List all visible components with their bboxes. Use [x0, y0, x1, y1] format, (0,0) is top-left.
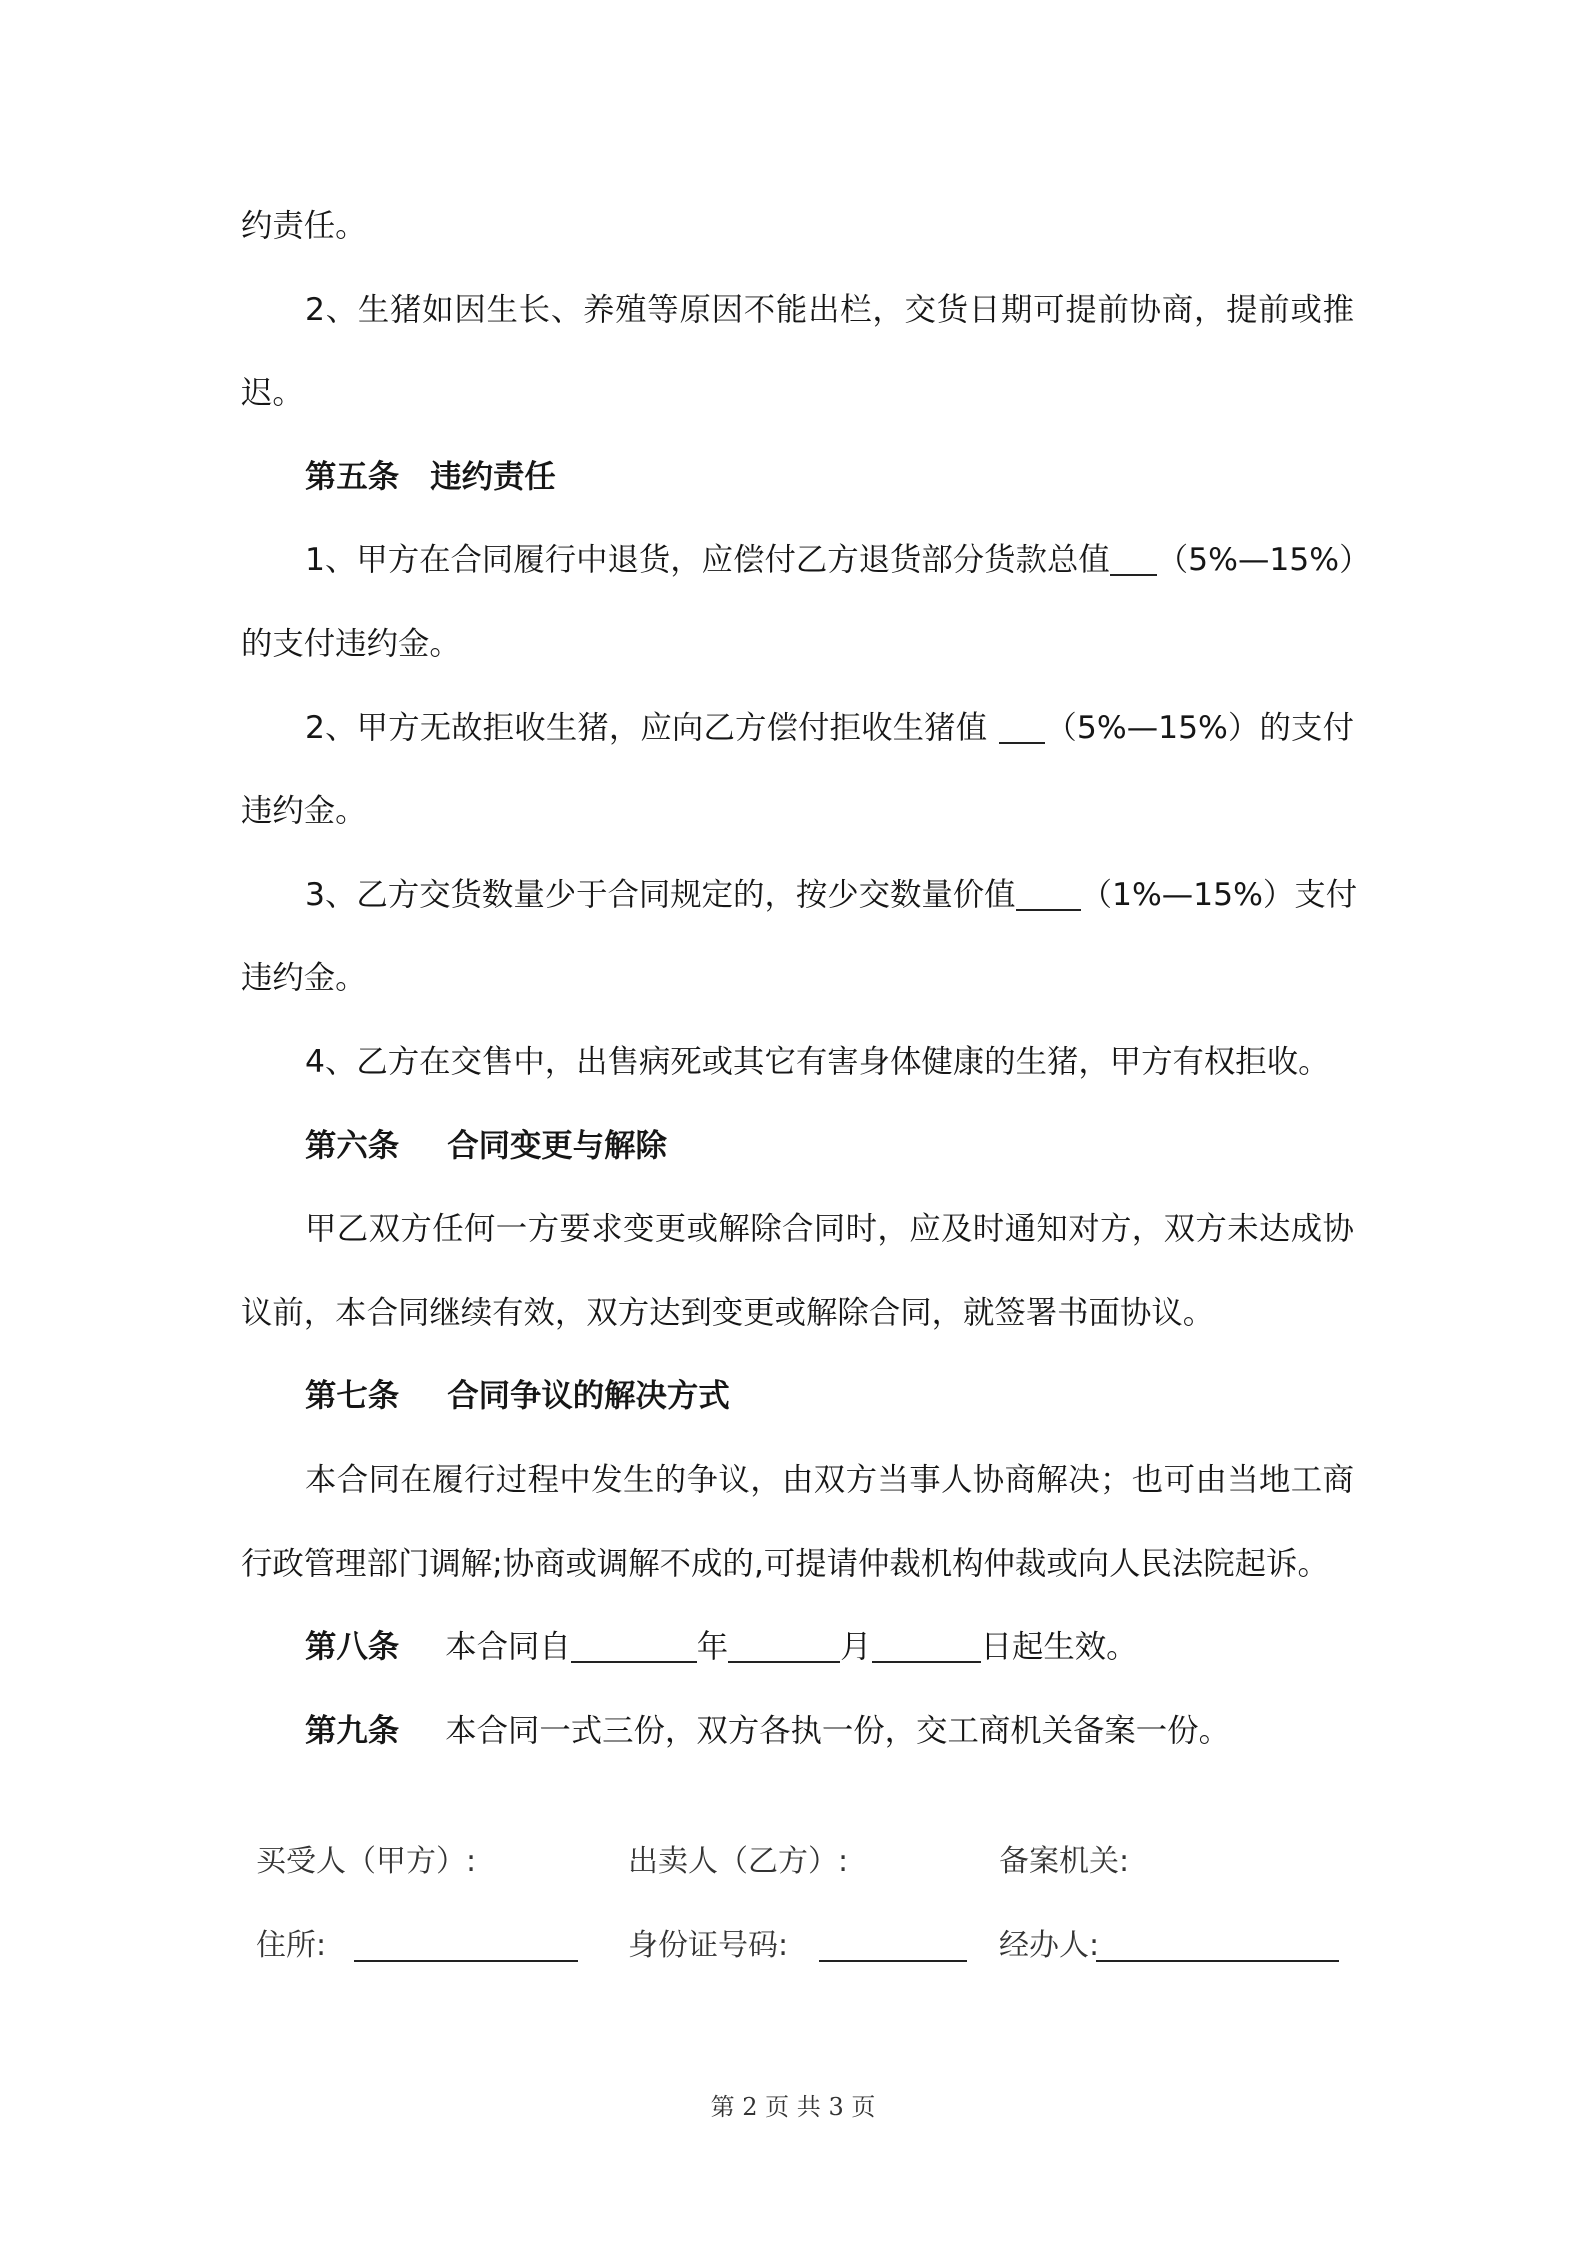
paragraph-text: 本合同一式三份，双方各执一份，交工商机关备案一份。: [445, 1712, 1230, 1749]
handler-label: 经办人:: [999, 1928, 1100, 1963]
article-title: 合同争议的解决方式: [447, 1378, 730, 1415]
buyer-label: 买受人（甲方）:: [256, 1844, 477, 1879]
signature-block: [0, 1820, 1586, 1988]
article5-heading: [241, 436, 1354, 520]
article-number: 第八条: [305, 1629, 400, 1666]
contract-body: [241, 185, 1371, 1773]
continuation-line: [241, 185, 1354, 269]
page-number: 第 2 页 共 3 页: [710, 2093, 876, 2121]
day-suffix: 日起生效。: [980, 1629, 1138, 1666]
id-number-label: 身份证号码:: [628, 1928, 789, 1963]
article9-line: [241, 1690, 1354, 1774]
article7-heading: [241, 1355, 1354, 1439]
article-number: 第九条: [305, 1712, 400, 1749]
paragraph-text: 3、乙方交货数量少于合同规定的，按少交数量价值: [305, 876, 1016, 913]
article8-line: [241, 1606, 1354, 1690]
page-footer: [0, 2087, 1586, 2127]
year-label: 年: [696, 1629, 729, 1666]
article-number: 第六条: [305, 1127, 400, 1164]
heading-spacer: [399, 1740, 445, 1741]
article5-item1-line1: [241, 519, 1371, 603]
fill-in-blank: [1110, 574, 1157, 576]
signature-row-details: [0, 1904, 1586, 1988]
continuation-text: 约责任。: [241, 208, 367, 244]
article7-line2: [241, 1523, 1354, 1607]
address-label: 住所:: [256, 1928, 327, 1963]
article-number: 第七条: [305, 1378, 400, 1415]
fill-in-blank: [999, 742, 1045, 744]
penalty-rate-text: （5%—15%）: [1156, 542, 1371, 579]
paragraph-text: 的支付违约金。: [241, 625, 461, 662]
paragraph-text: 违约金。: [241, 960, 367, 997]
handler-blank-line: [1096, 1960, 1339, 1962]
article5-item2-line1: [241, 687, 1354, 771]
effective-date-prefix: 本合同自: [445, 1629, 571, 1666]
paragraph-text: 议前，本合同继续有效，双方达到变更或解除合同，就签署书面协议。: [241, 1294, 1215, 1331]
paragraph-text: 4、乙方在交售中，出售病死或其它有害身体健康的生猪，甲方有权拒收。: [305, 1043, 1330, 1080]
address-blank-line: [354, 1960, 578, 1962]
penalty-rate-text: （5%—15%）的支付: [1045, 709, 1354, 746]
article-number: 第五条: [305, 458, 400, 495]
paragraph-text: 2、生猪如因生长、养殖等原因不能出栏，交货日期可提前协商，提前或推: [305, 291, 1354, 328]
paragraph-text: 违约金。: [241, 793, 367, 830]
article7-line1: [241, 1439, 1354, 1523]
heading-spacer: [399, 486, 430, 487]
article5-item2-line2: [241, 770, 1354, 854]
year-blank: [571, 1661, 697, 1663]
heading-spacer: [399, 1405, 447, 1406]
heading-spacer: [399, 1656, 445, 1657]
month-label: 月: [840, 1629, 872, 1666]
paragraph-text: 本合同在履行过程中发生的争议，由双方当事人协商解决；也可由当地工商: [305, 1461, 1354, 1498]
article4-item2-line2: [241, 352, 1354, 436]
article-title: 合同变更与解除: [447, 1127, 667, 1164]
paragraph-text: 迟。: [241, 375, 304, 412]
heading-spacer: [399, 1155, 447, 1156]
article6-line2: [241, 1272, 1354, 1356]
month-blank: [728, 1661, 840, 1663]
paragraph-text: 甲乙双方任何一方要求变更或解除合同时，应及时通知对方，双方未达成协: [305, 1211, 1354, 1248]
signature-row-parties: [0, 1820, 1586, 1904]
article4-item2-line1: [241, 269, 1354, 353]
day-blank: [872, 1661, 981, 1663]
paragraph-text: 2、甲方无故拒收生猪，应向乙方偿付拒收生猪值: [305, 709, 988, 746]
article5-item3-line1: [241, 854, 1358, 938]
article5-item1-line2: [241, 603, 1354, 687]
article6-line1: [241, 1188, 1354, 1272]
seller-label: 出卖人（乙方）:: [628, 1844, 849, 1879]
fill-in-blank: [1016, 909, 1081, 911]
article5-item3-line2: [241, 937, 1354, 1021]
id-number-blank-line: [819, 1960, 967, 1962]
article-title: 违约责任: [430, 458, 556, 495]
filing-authority-label: 备案机关:: [999, 1844, 1130, 1879]
article5-item4: [241, 1021, 1354, 1105]
article6-heading: [241, 1105, 1354, 1189]
penalty-rate-text: （1%—15%）支付: [1080, 876, 1358, 913]
paragraph-text: 1、甲方在合同履行中退货，应偿付乙方退货部分货款总值: [305, 542, 1110, 579]
paragraph-text: 行政管理部门调解;协商或调解不成的,可提请仲裁机构仲裁或向人民法院起诉。: [241, 1545, 1329, 1582]
